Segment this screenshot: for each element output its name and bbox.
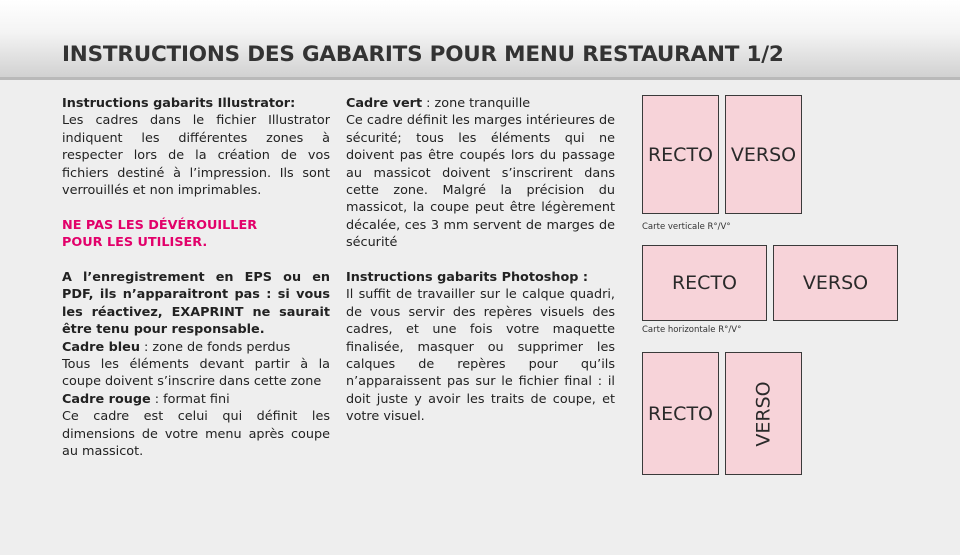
- spacer: [346, 252, 615, 269]
- green-frame-label: Cadre vert: [346, 96, 423, 111]
- blue-frame-label: Cadre bleu: [62, 339, 140, 355]
- caption-horizontal: Carte horizontale R°/V°: [642, 325, 742, 335]
- blue-frame-text: : zone de fonds perdus: [139, 339, 291, 355]
- green-frame-line: [346, 95, 615, 112]
- illustrator-heading: Instructions gabarits Illustrator:: [62, 96, 296, 111]
- horizontal-recto-label: RECTO: [671, 272, 738, 294]
- mixed-verso-label: VERSO: [752, 380, 775, 447]
- spacer: [62, 199, 330, 216]
- spacer: [62, 252, 330, 269]
- red-frame-label: Cadre rouge: [62, 391, 151, 407]
- warning-line-1: NE PAS LES DÉVÉROUILLER: [62, 217, 258, 233]
- header-bar: [0, 0, 960, 80]
- mixed-verso-card: [725, 352, 802, 475]
- red-frame-line: [62, 391, 330, 408]
- header-divider: [0, 77, 960, 80]
- vertical-verso-card: [725, 95, 802, 214]
- horizontal-verso-label: VERSO: [802, 272, 869, 294]
- horizontal-recto-card: [642, 245, 767, 321]
- green-frame-text: : zone tranquille: [422, 96, 531, 111]
- vertical-verso-label: VERSO: [730, 143, 797, 166]
- photoshop-text: Il suffit de travailler sur le calque quadri, de vous servir des repères visuels des cadres, et une fois votre maquette finalisée, masquer ou supprimer les calques de repères pour qu’ils n’apparaissent pas sur le fichier final : il doit juste y avoir les traits de coupe, et votre visuel.: [346, 287, 615, 425]
- mixed-recto-label: RECTO: [647, 402, 714, 425]
- warning-line-2: POUR LES UTILISER.: [62, 235, 208, 251]
- photoshop-column: [346, 95, 615, 426]
- red-frame-description: Ce cadre est celui qui définit les dimensions de votre menu après coupe au massicot.: [62, 409, 330, 460]
- blue-frame-description: Tous les éléments devant partir à la coupe doivent s’inscrire dans cette zone: [62, 357, 330, 390]
- illustrator-text: Les cadres dans le fichier Illustrator indiquent les différentes zones à respecter lors de la création de vos fichiers destiné à l’impression. Ils sont verrouillés et non imprimables.: [62, 113, 330, 199]
- vertical-recto-card: [642, 95, 719, 214]
- illustrator-column: [62, 95, 330, 461]
- horizontal-verso-card: [773, 245, 898, 321]
- mixed-recto-card: [642, 352, 719, 475]
- caption-vertical: Carte verticale R°/V°: [642, 222, 731, 232]
- red-frame-text: : format fini: [150, 391, 230, 407]
- vertical-recto-label: RECTO: [647, 143, 714, 166]
- photoshop-heading: Instructions gabarits Photoshop :: [346, 270, 589, 286]
- green-frame-description: Ce cadre définit les marges intérieures de sécurité; tous les éléments qui ne doivent pas être coupés lors du passage au massicot doivent s’inscrirent dans cette zone. Malgré la précision du massicot, la coupe peut être légèrement décalée, ces 3 mm servent de marges de sécurité: [346, 113, 615, 251]
- eps-notice: A l’enregistrement en EPS ou en PDF, ils n’apparaitront pas : si vous les réactivez, EXAPRINT ne saurait être tenu pour responsable.: [62, 270, 330, 338]
- blue-frame-line: [62, 339, 330, 356]
- page-title: INSTRUCTIONS DES GABARITS POUR MENU RESTAURANT 1/2: [62, 42, 784, 67]
